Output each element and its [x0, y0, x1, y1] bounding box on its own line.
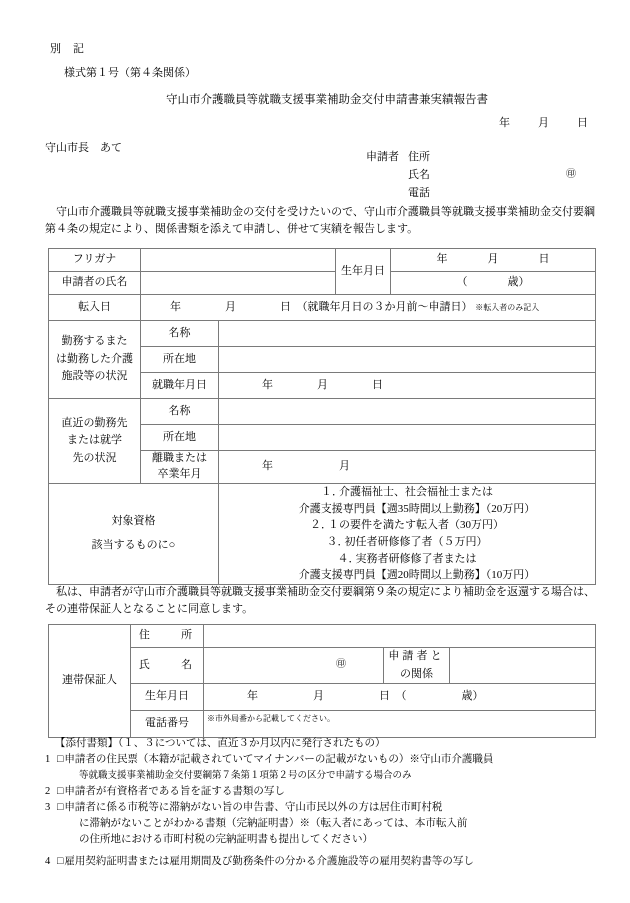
attachment-3-continuation-2 [45, 832, 610, 848]
guarantor-phone-label: 電話番号 [131, 711, 204, 738]
prev-label-line1: 直近の勤務先 [61, 416, 128, 429]
addressee-mayor: 守山市長 あて [45, 142, 122, 154]
qualification-options-cell[interactable] [219, 483, 596, 584]
attachment-1-cont-text: 等就職支援事業補助金交付要綱第７条第１項第２号の区分で申請する場合のみ [79, 770, 412, 781]
attachment-3-cont-text1: に滞納がないことがわかる書類（完納証明書）※（転入者にあっては、本市転入前 [79, 817, 468, 829]
workplace-name-label: 名称 [141, 321, 219, 347]
guarantor-name-input-cell[interactable] [204, 648, 384, 684]
move-in-date-label: 転入日 [49, 295, 141, 321]
applicant-block [366, 150, 576, 204]
furigana-input-cell[interactable] [141, 249, 336, 272]
table-row-move-in [49, 295, 596, 321]
leave-date-value: 年 月 [262, 459, 350, 472]
checkbox-icon[interactable]: □ [57, 753, 64, 765]
guarantor-address-input-cell[interactable] [204, 625, 596, 648]
age-unit-label: 歳） [507, 276, 530, 289]
move-in-date-value: 年 月 日 （就職年月日の３か月前～申請日） [170, 300, 473, 313]
employment-date-cell[interactable] [219, 373, 596, 399]
guarantor-section-label: 連帯保証人 [49, 625, 131, 738]
workplace-address-input-cell[interactable] [219, 347, 596, 373]
birthdate-age-cell[interactable] [391, 272, 596, 295]
applicant-name-input-cell[interactable] [141, 272, 336, 295]
applicant-phone-row [366, 186, 430, 204]
birth-year-label: 年 [436, 253, 448, 266]
leave-label-line2: 卒業年月 [157, 467, 202, 480]
guarantor-phone-note: ※市外局番から記載してください。 [207, 714, 335, 724]
guarantor-relation-label [384, 648, 450, 684]
attachment-4-text: 雇用契約証明書または雇用期間及び勤務条件の分かる介護施設等の雇用契約書等の写し [64, 855, 474, 867]
prev-address-input-cell[interactable] [219, 425, 596, 451]
attachment-3-text: 申請者に係る市税等に滞納がない旨の申告書、守山市民以外の方は居住市町村税 [64, 801, 443, 813]
guarantor-row-address [49, 625, 596, 648]
attachment-3-continuation-1 [45, 816, 610, 832]
qualification-1-text1: 介護福祉士、社会福祉士または [339, 485, 493, 498]
guarantor-phone-cell[interactable] [204, 711, 596, 738]
guarantor-birthdate-value: 年 月 日 （ 歳） [247, 690, 484, 703]
seal-icon: ㊞ [566, 169, 576, 180]
relation-label-line1: 申請者と [388, 650, 445, 662]
submission-date-line [0, 116, 630, 132]
qualification-section-label [49, 483, 219, 584]
guarantor-birthdate-label: 生年月日 [131, 684, 204, 711]
guarantor-row-name [49, 648, 596, 684]
guarantor-seal-icon: ㊞ [336, 659, 346, 671]
date-day-label: 日 [577, 117, 588, 129]
attachment-1-text: 申請者の住民票（本籍が記載されていてマイナンバーの記載がないもの）※守山市介護職員 [64, 753, 494, 765]
guarantor-table [48, 624, 596, 738]
attachment-3-cont-text2: の住所地における市町村税の完納証明書も提出してください） [79, 833, 373, 845]
attachment-item-4[interactable] [45, 854, 610, 870]
birth-month-label: 月 [487, 253, 499, 266]
workplace-label-line3: 施設等の状況 [61, 370, 128, 383]
attachments-heading: 【添付書類】（１、３については、直近３か月以内に発行されたもの） [55, 738, 386, 749]
qualification-4-text1: 実務者研修修了者または [355, 552, 477, 565]
guarantor-address-label: 住 所 [131, 625, 204, 648]
attachments-section [45, 736, 610, 870]
leave-label-line1: 離職または [152, 452, 207, 464]
employment-date-value: 年 月 日 [262, 378, 383, 391]
intro-paragraph: 守山市介護職員等就職支援事業補助金の交付を受けたいので、守山市介護職員等就職支援事業補助金交付要綱第４条の規定により、関係書類を添えて申請し、併せて実績を報告します。 [45, 206, 595, 236]
leave-or-graduation-label [141, 451, 219, 484]
qualification-4-number: ４． [337, 552, 360, 565]
attachment-2-number: 2 [45, 785, 51, 797]
prev-name-label: 名称 [141, 399, 219, 425]
table-row-applicant-name [49, 272, 596, 295]
applicant-detail-table [48, 248, 596, 585]
qualification-option-1-line1[interactable] [222, 484, 592, 501]
guarantor-birthdate-cell[interactable] [204, 684, 596, 711]
date-month-label: 月 [538, 117, 549, 129]
applicant-name-row [366, 168, 576, 186]
table-row-prev-name [49, 399, 596, 425]
attachment-1-number: 1 [45, 753, 51, 765]
workplace-label-line1: 勤務するまた [61, 335, 128, 348]
qualification-4-text2: 介護支援専門員【週20時間以上勤務】（10万円） [298, 569, 536, 582]
applicant-name-label: 氏名 [408, 169, 430, 181]
workplace-label-line2: は勤務した介護 [56, 352, 133, 365]
birthdate-ymd-cell[interactable] [391, 249, 596, 272]
qualification-label-line2: 該当するものに○ [91, 539, 176, 552]
guarantor-name-label: 氏 名 [131, 648, 204, 684]
annex-label: 別 記 [50, 43, 85, 55]
qualification-option-1-line2 [222, 501, 592, 518]
qualification-label-line1: 対象資格 [111, 515, 156, 528]
furigana-label: フリガナ [49, 249, 141, 272]
date-year-label: 年 [499, 117, 510, 129]
qualification-3-text1: 初任者研修修了者（５万円） [344, 536, 488, 549]
attachment-item-3[interactable] [45, 800, 610, 816]
table-row-furigana [49, 249, 596, 272]
guarantor-paragraph: 私は、申請者が守山市介護職員等就職支援事業補助金交付要綱第９条の規定により補助金を返還する場合は、その連帯保証人となることに同意します。 [45, 586, 595, 616]
qualification-2-text1: １の要件を満たす転入者（30万円） [328, 519, 504, 532]
prev-label-line2: または就学 [67, 434, 122, 447]
checkbox-icon[interactable]: □ [57, 801, 64, 813]
guarantor-row-phone [49, 711, 596, 738]
qualification-1-number: １． [321, 485, 343, 498]
qualification-3-number: ３． [326, 536, 349, 549]
applicant-label: 申請者 [366, 151, 399, 163]
table-row-qualification [49, 483, 596, 584]
previous-workplace-section-label [49, 399, 141, 484]
guarantor-relation-input-cell[interactable] [450, 648, 596, 684]
birth-day-label: 日 [538, 253, 550, 266]
birthdate-label: 生年月日 [336, 249, 391, 295]
checkbox-icon[interactable]: □ [57, 785, 64, 797]
attachment-4-number: 4 [45, 855, 51, 867]
checkbox-icon[interactable]: □ [57, 855, 64, 867]
prev-label-line3: 先の状況 [72, 451, 117, 464]
document-title: 守山市介護職員等就職支援事業補助金交付申請書兼実績報告書 [166, 94, 488, 106]
workplace-name-input-cell[interactable] [219, 321, 596, 347]
leave-date-cell[interactable] [219, 451, 596, 484]
qualification-option-4-line1[interactable] [222, 551, 592, 568]
guarantor-row-birthdate [49, 684, 596, 711]
qualification-1-text2: 介護支援専門員【週35時間以上勤務】（20万円） [298, 502, 536, 515]
age-open-paren: （ [456, 276, 468, 289]
attachment-1-continuation-1 [45, 768, 610, 784]
relation-label-line2: の関係 [400, 667, 433, 680]
table-row-workplace-name [49, 321, 596, 347]
qualification-option-3[interactable] [222, 534, 592, 551]
applicant-phone-label: 電話 [408, 187, 430, 199]
attachment-3-number: 3 [45, 801, 51, 813]
applicant-address-row [366, 150, 430, 168]
move-in-date-cell[interactable] [141, 295, 596, 321]
prev-name-input-cell[interactable] [219, 399, 596, 425]
qualification-option-2[interactable] [222, 517, 592, 534]
employment-date-label: 就職年月日 [141, 373, 219, 399]
form-number-label: 様式第１号（第４条関係） [64, 67, 196, 79]
qualification-option-4-line2 [222, 567, 592, 584]
qualification-2-number: ２． [310, 519, 332, 532]
attachment-2-text: 申請者が有資格者である旨を証する書類の写し [64, 785, 285, 797]
applicant-address-label: 住所 [408, 151, 430, 163]
move-in-note: ※転入者のみ記入 [475, 302, 540, 312]
prev-address-label: 所在地 [141, 425, 219, 451]
workplace-address-label: 所在地 [141, 347, 219, 373]
applicant-name-row-label: 申請者の氏名 [49, 272, 141, 295]
attachment-item-2[interactable] [45, 784, 610, 800]
workplace-section-label [49, 321, 141, 399]
attachment-item-1[interactable] [45, 752, 610, 768]
